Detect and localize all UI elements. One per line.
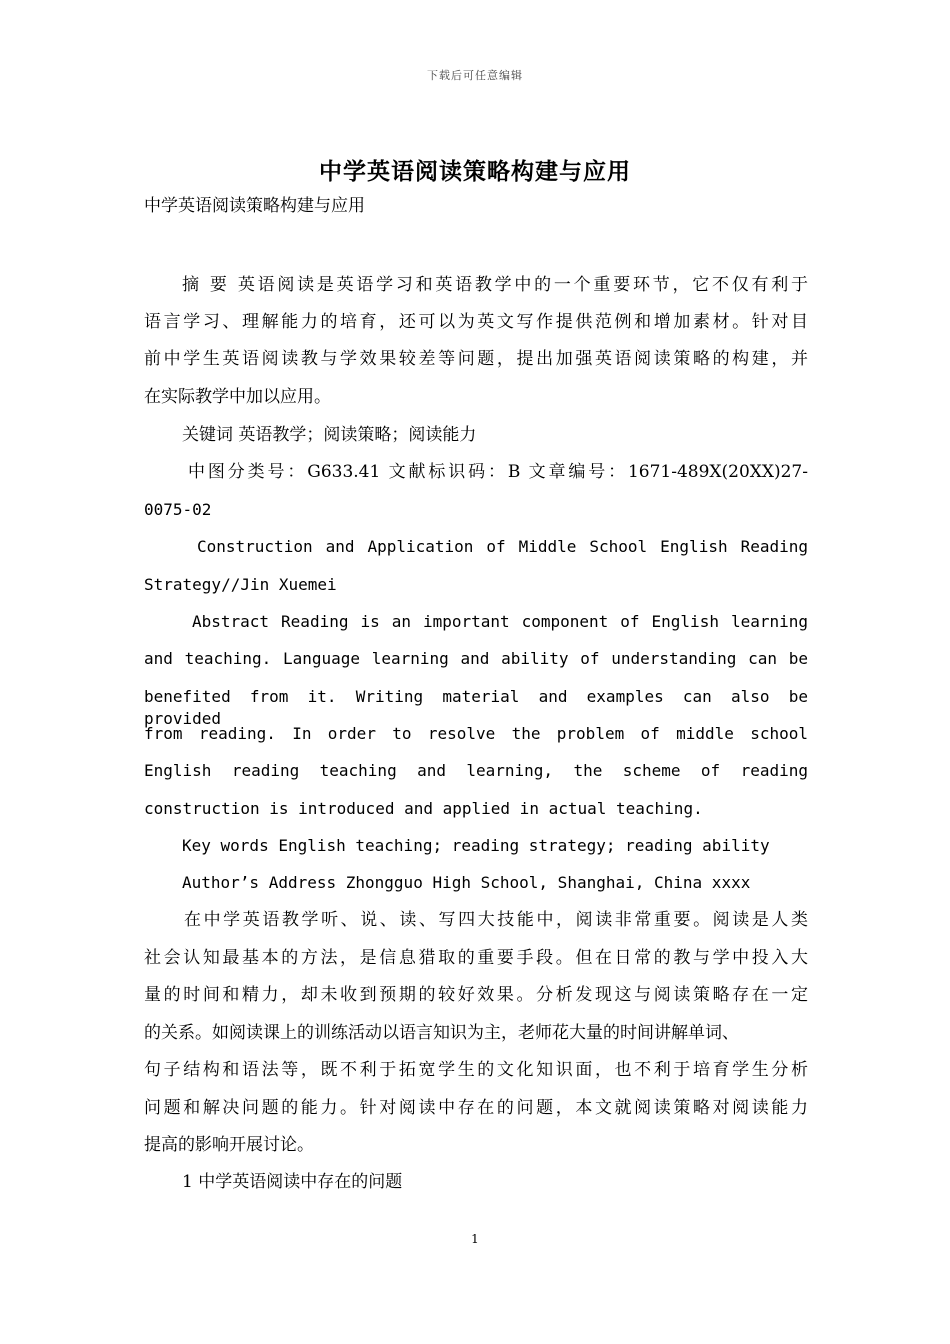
classification-line: 0075-02 bbox=[144, 500, 212, 519]
keywords-en: Key words English teaching; reading strategy; reading ability bbox=[182, 836, 770, 855]
classification-line: 中图分类号：G633.41 文献标识码：B 文章编号：1671-489X(20XX)27- bbox=[188, 462, 808, 482]
abstract-zh-line: 语言学习、理解能力的培育，还可以为英文写作提供范例和增加素材。针对目 bbox=[144, 312, 808, 332]
keywords-zh: 关键词 英语教学；阅读策略；阅读能力 bbox=[182, 425, 477, 445]
abstract-en-line: benefited from it. Writing material and examples can also be provided bbox=[144, 687, 808, 728]
section-heading: 1 中学英语阅读中存在的问题 bbox=[182, 1172, 403, 1192]
abstract-en-line: construction is introduced and applied in actual teaching. bbox=[144, 799, 703, 818]
abstract-en-line: and teaching. Language learning and ability of understanding can be bbox=[144, 649, 808, 668]
body-paragraph-line: 量的时间和精力，却未收到预期的较好效果。分析发现这与阅读策略存在一定 bbox=[144, 985, 808, 1005]
english-title-line: Construction and Application of Middle School English Reading bbox=[197, 537, 808, 556]
abstract-zh-line: 摘 要 英语阅读是英语学习和英语教学中的一个重要环节，它不仅有利于 bbox=[182, 275, 808, 295]
abstract-en-line: from reading. In order to resolve the problem of middle school bbox=[144, 724, 808, 743]
author-address: Author’s Address Zhongguo High School, Shanghai, China xxxx bbox=[182, 873, 751, 892]
document-title: 中学英语阅读策略构建与应用 bbox=[319, 158, 631, 185]
page-number: 1 bbox=[471, 1232, 479, 1246]
header-note: 下载后可任意编辑 bbox=[427, 69, 523, 82]
abstract-en-line: Abstract Reading is an important component of English learning bbox=[192, 612, 808, 631]
body-paragraph-line: 问题和解决问题的能力。针对阅读中存在的问题，本文就阅读策略对阅读能力 bbox=[144, 1098, 808, 1118]
abstract-en-line: English reading teaching and learning, the scheme of reading bbox=[144, 761, 808, 780]
body-paragraph-line: 句子结构和语法等，既不利于拓宽学生的文化知识面，也不利于培育学生分析 bbox=[144, 1060, 808, 1080]
abstract-zh-line: 在实际教学中加以应用。 bbox=[144, 387, 331, 407]
body-paragraph-line: 的关系。如阅读课上的训练活动以语言知识为主，老师花大量的时间讲解单词、 bbox=[144, 1023, 739, 1043]
abstract-zh-line: 前中学生英语阅读教与学效果较差等问题，提出加强英语阅读策略的构建，并 bbox=[144, 349, 808, 369]
english-title-line: Strategy//Jin Xuemei bbox=[144, 575, 337, 594]
body-paragraph-line: 在中学英语教学听、说、读、写四大技能中，阅读非常重要。阅读是人类 bbox=[184, 910, 808, 930]
body-paragraph-line: 提高的影响开展讨论。 bbox=[144, 1135, 314, 1155]
subtitle: 中学英语阅读策略构建与应用 bbox=[144, 196, 365, 216]
body-paragraph-line: 社会认知最基本的方法，是信息猎取的重要手段。但在日常的教与学中投入大 bbox=[144, 948, 808, 968]
